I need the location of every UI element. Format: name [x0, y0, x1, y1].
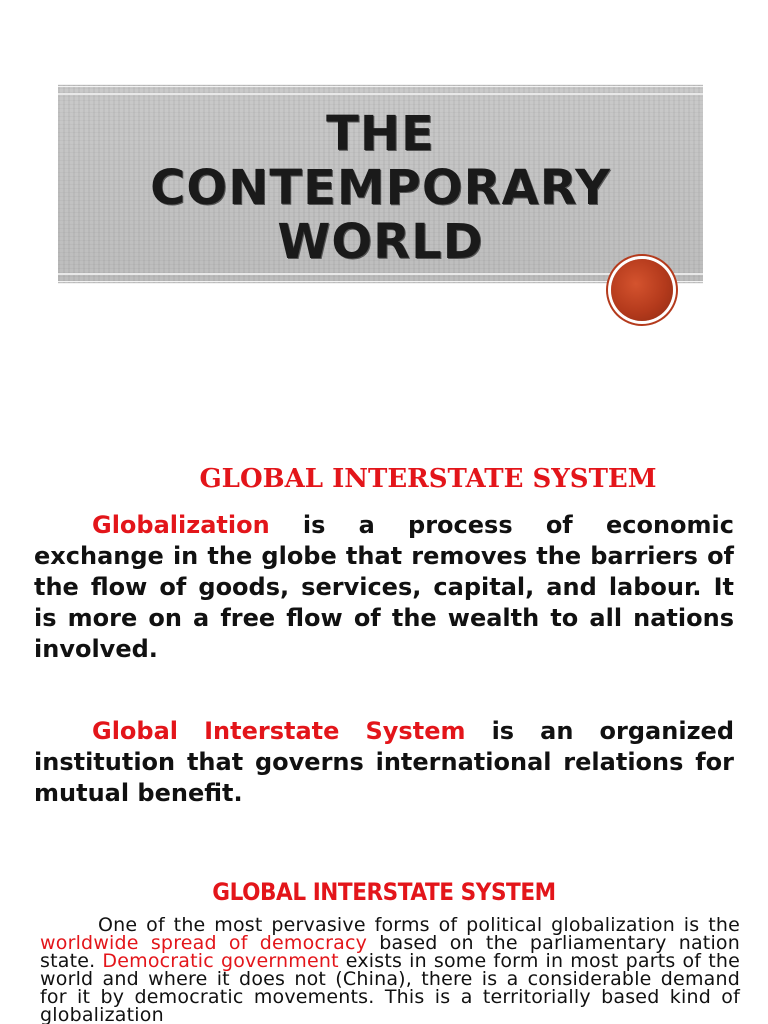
title-slide — [0, 0, 768, 410]
globalization-definition: is a process of economic exchange in the globe that removes the barriers of the flow of goods, services, capital, and labour. It is more on a free flow of the wealth to all nations involved. — [34, 511, 734, 663]
interstate-definition: is an organized institution that governs international relations for mutual benefit. — [34, 717, 734, 807]
globalization-term: Globalization — [92, 511, 270, 539]
title-banner — [58, 84, 703, 284]
democracy-slide — [0, 820, 768, 1024]
slide-heading: GLOBAL INTERSTATE SYSTEM — [199, 464, 657, 494]
paragraph-text: based on the parliamentary nation state. — [40, 932, 740, 972]
title-line-2: CONTEMPORARY — [150, 160, 611, 216]
highlight-democracy: worldwide spread of democracy — [40, 932, 368, 954]
slide-heading: GLOBAL INTERSTATE SYSTEM — [212, 878, 556, 906]
interstate-paragraph — [34, 716, 734, 809]
decorative-orb — [611, 259, 673, 321]
democracy-paragraph — [40, 916, 740, 1024]
globalization-paragraph — [34, 510, 734, 665]
paragraph-text: One of the most pervasive forms of political globalization is the — [98, 914, 740, 936]
slide-title — [58, 107, 703, 269]
title-line-3: WORLD — [277, 214, 484, 270]
title-line-1: THE — [326, 106, 435, 162]
definitions-slide — [0, 420, 768, 820]
interstate-term: Global Interstate System — [92, 717, 466, 745]
paragraph-text: exists in some form in most parts of the world and where it does not (China), there is a considerable demand for it by democratic movements. This is a territorially based kind of globalization — [40, 950, 740, 1024]
highlight-democratic-government: Democratic government — [102, 950, 339, 972]
